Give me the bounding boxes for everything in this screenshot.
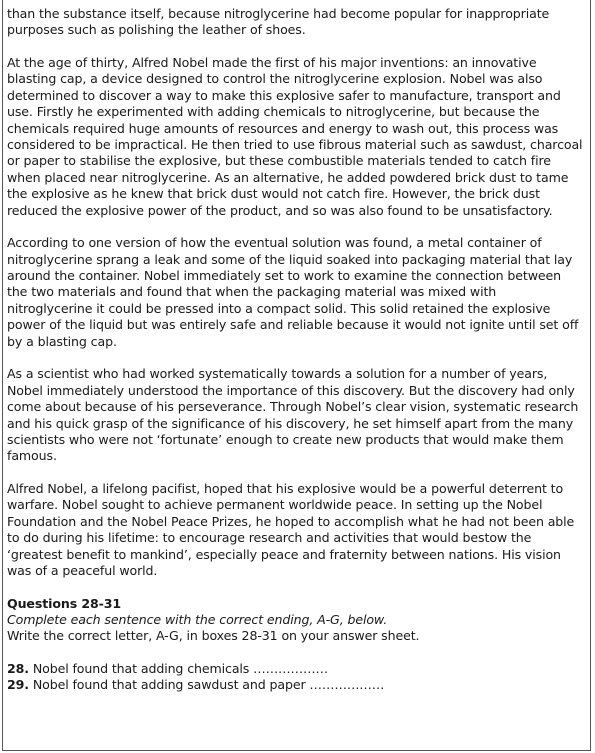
- passage-paragraph-5: Alfred Nobel, a lifelong pacifist, hoped that his explosive would be a powerful deterrent to warfare. Nobel sought to achieve permanent worldwide peace. In setting up the Nobel Foundation and the Nobel Peace Prizes, he hoped to accomplish what he had not been able to do during his lifetime: to encourage research and activities that would bestow the ‘greatest benefit to mankind’, especially peace and fraternity between nations. His vision was of a peaceful world.: [7, 480, 575, 578]
- questions-instruction: Write the correct letter, A-G, in boxes 28-31 on your answer sheet.: [7, 628, 420, 644]
- question-item: [7, 661, 585, 677]
- passage-paragraph-2: At the age of thirty, Alfred Nobel made the first of his major inventions: an innovative blasting cap, a device designed to control the nitroglycerine explosion. Nobel was also determined to discover a way to make this explosive safer to manufacture, transport and use. Firstly he experimented with adding chemicals to nitroglycerine, but because the chemicals required huge amounts of resources and energy to wash out, this process was considered to be impractical. He then tried to use fibrous material such as sawdust, charcoal or paper to stabilise the explosive, but these combustible materials tended to catch fire when placed near nitroglycerine. As an alternative, he added powdered brick dust to tame the explosive as he knew that brick dust would not catch fire. However, the brick dust reduced the explosive power of the product, and so was also found to be unsatisfactory.: [7, 55, 583, 218]
- questions-heading: Questions 28-31: [7, 595, 122, 611]
- question-text: Nobel found that adding sawdust and paper ………………: [28, 677, 385, 693]
- document-body: [7, 6, 585, 694]
- questions-instruction-italic: Complete each sentence with the correct ending, A-G, below.: [7, 611, 388, 627]
- question-number: 29.: [7, 677, 29, 693]
- passage-paragraph-3: According to one version of how the eventual solution was found, a metal container of nitroglycerine sprang a leak and some of the liquid soaked into packaging material that lay around the container. Nobel immediately set to work to examine the connection between the two materials and found that when the packaging material was mixed with nitroglycerine it could be pressed into a compact solid. This solid retained the explosive power of the liquid but was entirely safe and reliable because it would not ignite until set off by a blasting cap.: [7, 235, 579, 349]
- question-text: Nobel found that adding chemicals ………………: [28, 660, 328, 676]
- question-number: 28.: [7, 660, 29, 676]
- questions-section: [7, 596, 585, 694]
- passage-paragraph-1: than the substance itself, because nitroglycerine had become popular for inappropriate purposes such as polishing the leather of shoes.: [7, 6, 550, 38]
- question-item: [7, 677, 585, 693]
- passage-paragraph-4: As a scientist who had worked systematically towards a solution for a number of years, Nobel immediately understood the importance of this discovery. But the discovery had only come about because of his perseverance. Through Nobel’s clear vision, systematic research and his quick grasp of the significance of his discovery, he set himself apart from the many scientists who were not ‘fortunate’ enough to create new products that would make them famous.: [7, 366, 579, 464]
